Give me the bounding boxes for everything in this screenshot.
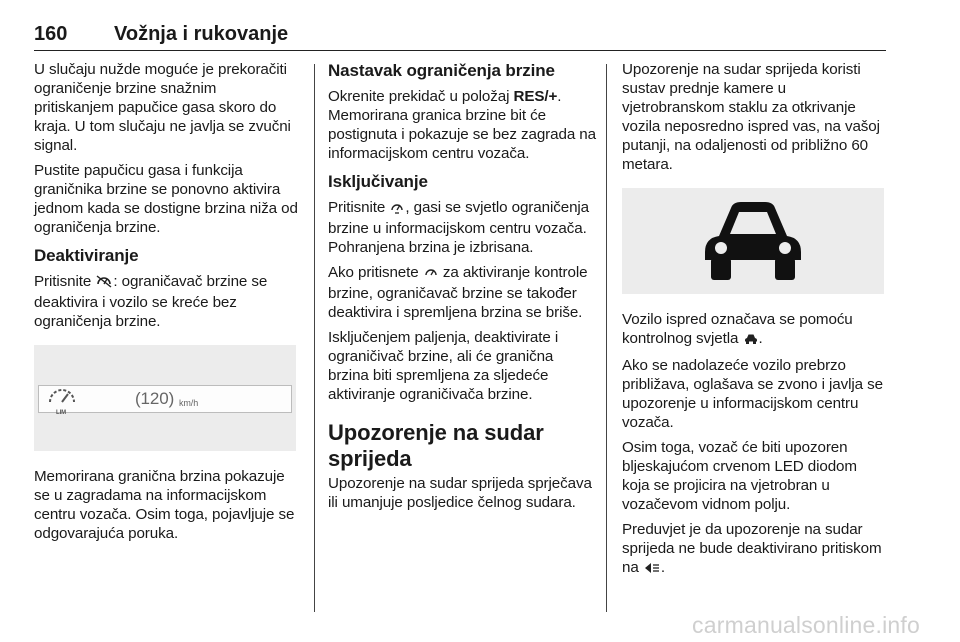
section-heading-deactivation: Deaktiviranje (34, 246, 139, 265)
text: Pritisnite (328, 199, 390, 216)
limiter-unit: km/h (179, 398, 199, 408)
text: Okrenite prekidač u položaj (328, 88, 514, 105)
vehicle-ahead-icon (697, 198, 809, 286)
text: , gasi se svjetlo ograničenja brzine u informacijskom centru vozača. Pohranjena brzina je izbrisana. (328, 199, 590, 256)
column-divider (314, 64, 315, 612)
paragraph: Upozorenje na sudar sprijeda sprječava ili umanjuje posljedice čelnog sudara. (328, 475, 592, 511)
collision-warning-button-icon (644, 560, 660, 579)
page-number: 160 (34, 23, 68, 45)
paragraph: Pustite papučicu gasa i funkcija graničnika brzine se ponovno aktivira jednom kada se dostigne brzina niža od ograničenja brzine. (34, 162, 298, 236)
vehicle-ahead-illustration (622, 188, 884, 294)
paragraph (622, 520, 888, 579)
text: Vozilo ispred označava se pomoću kontrolnog svjetla (622, 311, 853, 347)
text: Preduvjet je da upozorenje na sudar sprijeda ne bude deaktivirano pritiskom na (622, 521, 882, 576)
limiter-display-bar (38, 385, 292, 416)
chapter-title: Vožnja i rukovanje (114, 23, 289, 45)
speed-limiter-icon (390, 200, 404, 219)
paragraph: Osim toga, vozač će biti upozoren bljeskajućom crvenom LED diodom koja se projicira na vjetrobran u vozačevom vidnom polju. (622, 439, 857, 513)
paragraph: U slučaju nužde moguće je prekoračiti ograničenje brzine snažnim pritiskanjem papučice gasa skoro do kraja. U tom slučaju ne javlja se zvučni signal. (34, 61, 291, 154)
vehicle-ahead-icon (744, 331, 758, 350)
column-2 (328, 60, 598, 518)
section-heading-continue: Nastavak ograničenja brzine (328, 61, 555, 80)
speed-limiter-display (34, 345, 296, 451)
text: : ograničavač brzine se deaktivira i vozilo se kreće bez ograničenja brzine. (34, 273, 268, 330)
paragraph: Ako se nadolazeće vozilo prebrzo približava, oglašava se zvono i javlja se upozorenje u informacijskom centru vozača. (622, 357, 883, 431)
limiter-label: LIM (56, 410, 67, 416)
column-1 (34, 60, 300, 549)
section-heading-collision-warning: Upozorenje na sudar sprijeda (328, 420, 544, 471)
column-3 (622, 60, 888, 585)
text: . Memorirana granica brzine bit će postignuta i pokazuje se bez zagrada na informacijskom centru vozača. (328, 88, 596, 162)
paragraph (328, 198, 598, 257)
text: za aktiviranje kontrole brzine, ograničavač brzine se također deaktivira i spremljena brzina se briše. (328, 264, 588, 321)
page-header (34, 22, 886, 51)
paragraph (622, 310, 888, 350)
limiter-value: (120) (135, 389, 175, 408)
paragraph: Isključenjem paljenja, deaktivirate i ograničivač brzine, ali će granična brzina biti spremljena za sljedeće aktiviranje ograničivača brzine. (328, 329, 559, 403)
text: . (660, 559, 665, 576)
text: Pritisnite (34, 273, 96, 290)
section-heading-off: Isključivanje (328, 172, 428, 191)
paragraph (34, 272, 300, 331)
paragraph: Memorirana granična brzina pokazuje se u zagradama na informacijskom centru vozača. Osim toga, pojavljuje se odgovarajuća poruka. (34, 468, 295, 542)
text: Ako pritisnete (328, 264, 423, 281)
speed-limiter-off-icon (96, 274, 112, 293)
paragraph: Upozorenje na sudar sprijeda koristi sustav prednje kamere u vjetrobranskom staklu za otkrivanje vozila neposredno ispred vas, na vašoj putanji, na odaljenosti od približno 60 metara. (622, 61, 880, 173)
watermark: carmanualsonline.info (692, 612, 920, 638)
paragraph (328, 263, 598, 322)
cruise-control-icon (424, 265, 438, 284)
res-plus-label: RES/+ (513, 88, 558, 105)
text: . (758, 330, 763, 347)
column-divider (606, 64, 607, 612)
paragraph (328, 87, 598, 163)
